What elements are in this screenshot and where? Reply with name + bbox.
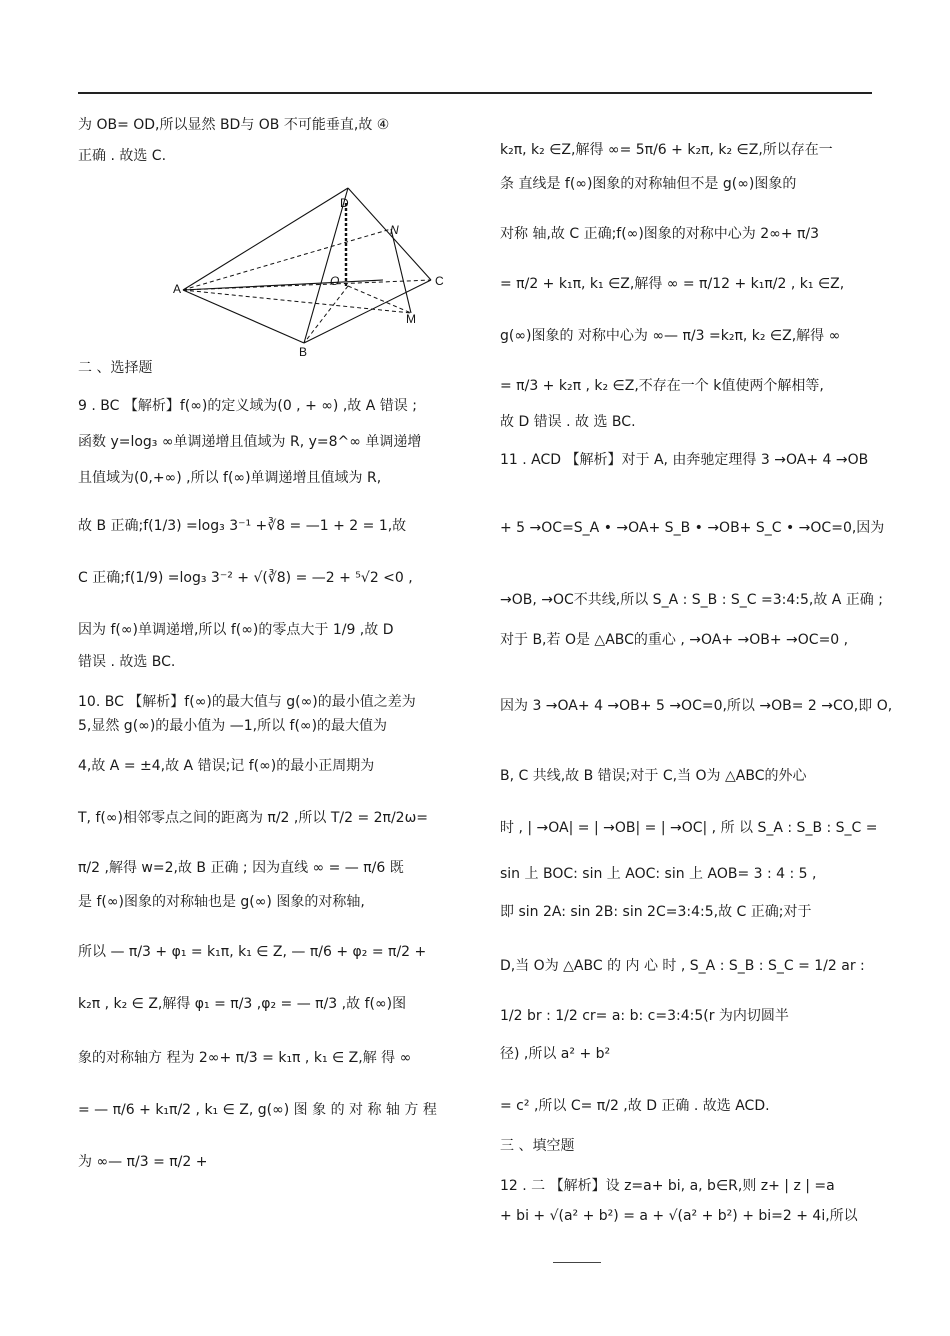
top-rule xyxy=(78,92,872,94)
tetrahedron-diagram xyxy=(173,182,463,360)
text-line: 函数 y=log₃ ∞单调递增且值域为 R, y=8^∞ 单调递增 xyxy=(78,434,422,450)
text-line: →OB, →OC不共线,所以 S_A : S_B : S_C =3:4:5,故 A 正确 ; xyxy=(500,592,883,608)
text-line: k₂π, k₂ ∈Z,解得 ∞= 5π/6 + k₂π, k₂ ∈Z,所以存在一 xyxy=(500,142,833,158)
text-line: 为 ∞— π/3 = π/2 + xyxy=(78,1154,208,1170)
text-line: 10. BC 【解析】f(∞)的最大值与 g(∞)的最小值之差为 xyxy=(78,694,416,710)
text-line: 对于 B,若 O是 △ABC的重心 , →OA+ →OB+ →OC=0 , xyxy=(500,632,849,648)
text-line: 因为 3 →OA+ 4 →OB+ 5 →OC=0,所以 →OB= 2 →CO,即 O, xyxy=(500,698,893,714)
vertex-label-b: B xyxy=(299,345,308,359)
text-line: D,当 O为 △ABC 的 内 心 时 , S_A : S_B : S_C = 1/2 ar : xyxy=(500,958,865,974)
text-line: + 5 →OC=S_A • →OA+ S_B • →OB+ S_C • →OC=0,因为 xyxy=(500,520,885,536)
text-line: 故 D 错误 . 故 选 BC. xyxy=(500,414,636,430)
section-heading: 二 、选择题 xyxy=(78,360,153,376)
text-line: = π/3 + k₂π , k₂ ∈Z,不存在一个 k值使两个解相等, xyxy=(500,378,824,394)
text-line: k₂π , k₂ ∈ Z,解得 φ₁ = π/3 ,φ₂ = — π/3 ,故 f(∞)图 xyxy=(78,996,407,1012)
text-line: 故 B 正确;f(1/3) =log₃ 3⁻¹ +∛8 = —1 + 2 = 1,故 xyxy=(78,518,407,534)
vertex-label-a: A xyxy=(173,282,182,296)
text-line: C 正确;f(1/9) =log₃ 3⁻² + √(∛8) = —2 + ⁵√2 <0 , xyxy=(78,570,413,586)
text-line: + bi + √(a² + b²) = a + √(a² + b²) + bi=2 + 4i,所以 xyxy=(500,1208,858,1224)
text-line: 4,故 A = ±4,故 A 错误;记 f(∞)的最小正周期为 xyxy=(78,758,375,774)
text-line: 5,显然 g(∞)的最小值为 —1,所以 f(∞)的最大值为 xyxy=(78,718,388,734)
text-line: = — π/6 + k₁π/2 , k₁ ∈ Z, g(∞) 图 象 的 对 称 轴 方 程 xyxy=(78,1102,437,1118)
text-line: 1/2 br : 1/2 cr= a: b: c=3:4:5(r 为内切圆半 xyxy=(500,1008,789,1024)
point-label-m: M xyxy=(406,312,416,326)
text-line: 11 . ACD 【解析】对于 A, 由奔驰定理得 3 →OA+ 4 →OB xyxy=(500,452,869,468)
vertex-label-c: C xyxy=(435,274,444,288)
footer-mark xyxy=(553,1262,601,1263)
text-line: 所以 — π/3 + φ₁ = k₁π, k₁ ∈ Z, — π/6 + φ₂ = π/2 + xyxy=(78,944,427,960)
text-line: = c² ,所以 C= π/2 ,故 D 正确 . 故选 ACD. xyxy=(500,1098,770,1114)
text-line: 因为 f(∞)单调递增,所以 f(∞)的零点大于 1/9 ,故 D xyxy=(78,622,394,638)
section-heading: 三 、填空题 xyxy=(500,1138,575,1154)
text-line: 正确 . 故选 C. xyxy=(78,148,167,164)
text-line: g(∞)图象的 对称中心为 ∞— π/3 =k₂π, k₂ ∈Z,解得 ∞ xyxy=(500,328,841,344)
point-label-o: O xyxy=(330,274,340,288)
text-line: 错误 . 故选 BC. xyxy=(78,654,176,670)
text-line: 条 直线是 f(∞)图象的对称轴但不是 g(∞)图象的 xyxy=(500,176,797,192)
text-line: = π/2 + k₁π, k₁ ∈Z,解得 ∞ = π/12 + k₁π/2 , k₁ ∈Z, xyxy=(500,276,845,292)
text-line: 径) ,所以 a² + b² xyxy=(500,1046,611,1062)
text-line: 且值域为(0,+∞) ,所以 f(∞)单调递增且值域为 R, xyxy=(78,470,382,486)
text-line: B, C 共线,故 B 错误;对于 C,当 O为 △ABC的外心 xyxy=(500,768,807,784)
text-line: T, f(∞)相邻零点之间的距离为 π/2 ,所以 T/2 = 2π/2ω= xyxy=(78,810,429,826)
text-line: 即 sin 2A: sin 2B: sin 2C=3:4:5,故 C 正确;对于 xyxy=(500,904,812,920)
vertex-label-d: D xyxy=(340,196,349,210)
text-line: 时 , | →OA| = | →OB| = | →OC| , 所 以 S_A : S_B : S_C = xyxy=(500,820,878,836)
text-line: π/2 ,解得 w=2,故 B 正确 ; 因为直线 ∞ = — π/6 既 xyxy=(78,860,404,876)
text-line: sin 上 BOC: sin 上 AOC: sin 上 AOB= 3 : 4 : 5 , xyxy=(500,866,817,882)
text-line: 是 f(∞)图象的对称轴也是 g(∞) 图象的对称轴, xyxy=(78,894,365,910)
text-line: 象的对称轴方 程为 2∞+ π/3 = k₁π , k₁ ∈ Z,解 得 ∞ xyxy=(78,1050,412,1066)
text-line: 为 OB= OD,所以显然 BD与 OB 不可能垂直,故 ④ xyxy=(78,117,390,133)
text-line: 12 . 二 【解析】设 z=a+ bi, a, b∈R,则 z+ | z | =a xyxy=(500,1178,835,1194)
point-label-n: N xyxy=(390,223,399,237)
text-line: 9 . BC 【解析】f(∞)的定义域为(0 , + ∞) ,故 A 错误 ; xyxy=(78,398,417,414)
text-line: 对称 轴,故 C 正确;f(∞)图象的对称中心为 2∞+ π/3 xyxy=(500,226,820,242)
